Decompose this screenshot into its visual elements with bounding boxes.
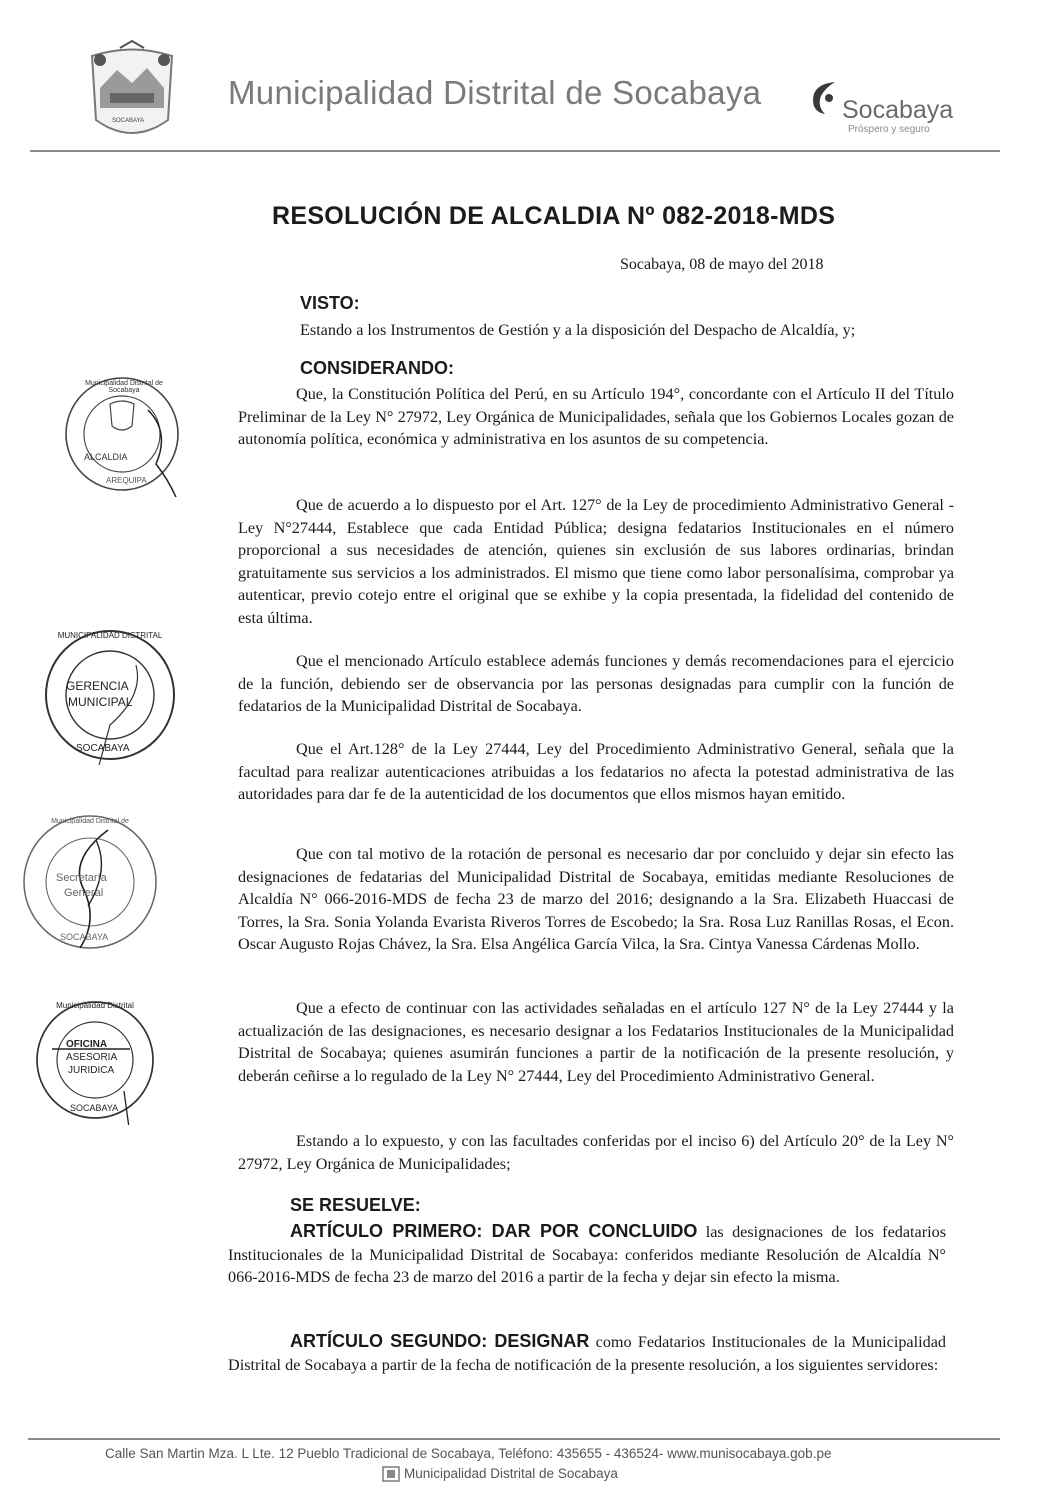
asesoria-stamp-bottom: SOCABAYA bbox=[70, 1103, 119, 1113]
considerando-paragraph-3: Que el mencionado Artículo establece además funciones y demás recomendaciones para el ejercicio de la función, debiendo ser de observancia por las personas designadas para cumplir con la función de fedatarios de la Municipalidad Distrital de Socabaya. bbox=[238, 652, 954, 715]
secretaria-stamp-center-2: General bbox=[64, 887, 104, 899]
considerando-paragraph-4: Que el Art.128° de la Ley 27444, Ley del Procedimiento Administrativo General, señala que la facultad para realizar autenticaciones atribuidas a los fedatarios no afecta la potestad administrativa de las autoridades para dar fe de la autenticidad de los documentos que ellos mismos hayan emitido. bbox=[238, 740, 954, 803]
visto-text: Estando a los Instrumentos de Gestión y a la disposición del Despacho de Alcaldía, y; bbox=[300, 321, 856, 339]
se-resuelve-heading: SE RESUELVE: bbox=[290, 1195, 421, 1215]
alcaldia-stamp-bottom: AREQUIPA bbox=[106, 476, 147, 485]
articulo-primero-text: las designaciones de los fedatarios Institucionales de la Municipalidad Distrital de Socabaya: conferidos mediante Resolución de Alcaldía N° 066-2016-MDS de fecha 23 de marzo del 2016 a partir de la fecha y dejar sin efecto la misma. bbox=[228, 1223, 946, 1286]
secretaria-stamp-center-1: Secretaría bbox=[56, 872, 107, 884]
articulo-primero-label: ARTÍCULO PRIMERO: DAR POR CONCLUIDO bbox=[290, 1221, 698, 1241]
articulo-segundo bbox=[228, 1330, 946, 1376]
considerando-paragraph-6: Que a efecto de continuar con las actividades señaladas en el artículo 127 N° de la Ley 27444 y la actualización de las designaciones, es necesario designar a los Fedatarios Institucionales de la Municipalidad Distrital de Socabaya; quienes asumirán funciones a partir de la notificación de la presente resolución, y deberán ceñirse a lo regulado de la Ley N° 27444, Ley del Procedimiento Administrativo General. bbox=[238, 999, 954, 1085]
resolution-date: Socabaya, 08 de mayo del 2018 bbox=[620, 256, 824, 273]
footer-logo-icon bbox=[382, 1466, 400, 1482]
asesoria-stamp-center-1: OFICINA bbox=[66, 1039, 108, 1050]
considerando-paragraph-5: Que con tal motivo de la rotación de personal es necesario dar por concluido y dejar sin efecto las designaciones de fedatarias del Municipalidad Distrital de Socabaya, emitidas mediante Resoluciones de Alcaldía N° 066-2016-MDS de fecha 23 de marzo del 2016; designando a la Sra. Elizabeth Huaccasi de Torres, la Sra. Sonia Yolanda Evarista Riveros Torres de Escobedo; la Sra. Rosa Luz Ranillas Rosas, el Econ. Oscar Augusto Rojas Chávez, la Sra. Elsa Angélica García Vilca, la Sra. Cintya Vanessa Cárdenas Mollo. bbox=[238, 845, 954, 953]
articulo-primero bbox=[228, 1220, 946, 1289]
footer-address: Calle San Martin Mza. L Lte. 12 Pueblo Tradicional de Socabaya, Teléfono: 435655 - 436524- www.munisocabaya.gob.pe bbox=[105, 1446, 832, 1461]
alcaldia-stamp bbox=[60, 372, 185, 497]
brand-tagline: Próspero y seguro bbox=[848, 124, 930, 135]
footer-divider bbox=[28, 1438, 1000, 1440]
municipal-crest bbox=[72, 38, 192, 148]
alcaldia-stamp-center: ALCALDIA bbox=[84, 452, 128, 462]
asesoria-stamp-top: Municipalidad Distrital bbox=[56, 1001, 134, 1010]
considerando-paragraph-1: Que, la Constitución Política del Perú, en su Artículo 194°, concordante con el Artículo II del Título Preliminar de la Ley N° 27972, Ley Orgánica de Municipalidades, señala que los Gobiernos Locales gozan de autonomía política, económica y administrativa en los asuntos de su competencia. bbox=[238, 385, 954, 448]
asesoria-stamp-center-3: JURIDICA bbox=[68, 1065, 115, 1076]
considerando-paragraph-2: Que de acuerdo a lo dispuesto por el Art. 127° de la Ley de procedimiento Administrativo General -Ley N°27444, Establece que cada Entidad Pública; designa fedatarios Institucionales en el número proporcional a sus necesidades de atención, quienes sin exclusión de sus labores ordinarias, brindan gratuitamente sus servicios a los administrados. El mismo que tiene como labor personalísima, comprobar ya autenticar, previo cotejo entre el original que se exhibe y la copia presentada, la fidelidad del contenido de esta última. bbox=[238, 496, 954, 627]
brand-logo-icon bbox=[805, 78, 841, 118]
brand-name: Socabaya bbox=[842, 96, 954, 124]
asesoria-juridica-stamp bbox=[30, 995, 160, 1125]
header-title: Municipalidad Distrital de Socabaya bbox=[228, 74, 762, 111]
asesoria-stamp-center-2: ASESORIA bbox=[66, 1052, 118, 1063]
resolution-title: RESOLUCIÓN DE ALCALDIA Nº 082-2018-MDS bbox=[272, 202, 836, 230]
articulo-segundo-text: como Fedatarios Institucionales de la Municipalidad Distrital de Socabaya a partir de la fecha de notificación de la presente resolución, a los siguientes servidores: bbox=[228, 1333, 946, 1374]
secretaria-stamp-top: Municipalidad Distrital de bbox=[51, 818, 129, 825]
alcaldia-stamp-top: Municipalidad Distrital de Socabaya bbox=[85, 380, 163, 394]
considerando-heading: CONSIDERANDO: bbox=[300, 358, 455, 378]
gerencia-stamp-center-2: MUNICIPAL bbox=[68, 695, 133, 709]
header-divider bbox=[30, 150, 1000, 152]
gerencia-municipal-stamp bbox=[40, 625, 180, 765]
articulo-segundo-label: ARTÍCULO SEGUNDO: DESIGNAR bbox=[290, 1331, 590, 1351]
footer-org: Municipalidad Distrital de Socabaya bbox=[404, 1466, 618, 1481]
gerencia-stamp-center-1: GERENCIA bbox=[66, 679, 129, 693]
considerando-paragraph-7: Estando a lo expuesto, y con las facultades conferidas por el inciso 6) del Artículo 20° de la Ley N° 27972, Ley Orgánica de Municipalidades; bbox=[238, 1132, 954, 1173]
secretaria-stamp-bottom: SOCABAYA bbox=[60, 932, 109, 942]
gerencia-stamp-bottom: SOCABAYA bbox=[76, 743, 130, 754]
crest-label: SOCABAYA bbox=[112, 118, 145, 124]
secretaria-general-stamp bbox=[18, 810, 163, 955]
visto-heading: VISTO: bbox=[300, 293, 360, 313]
gerencia-stamp-top: MUNICIPALIDAD DISTRITAL bbox=[57, 631, 163, 640]
